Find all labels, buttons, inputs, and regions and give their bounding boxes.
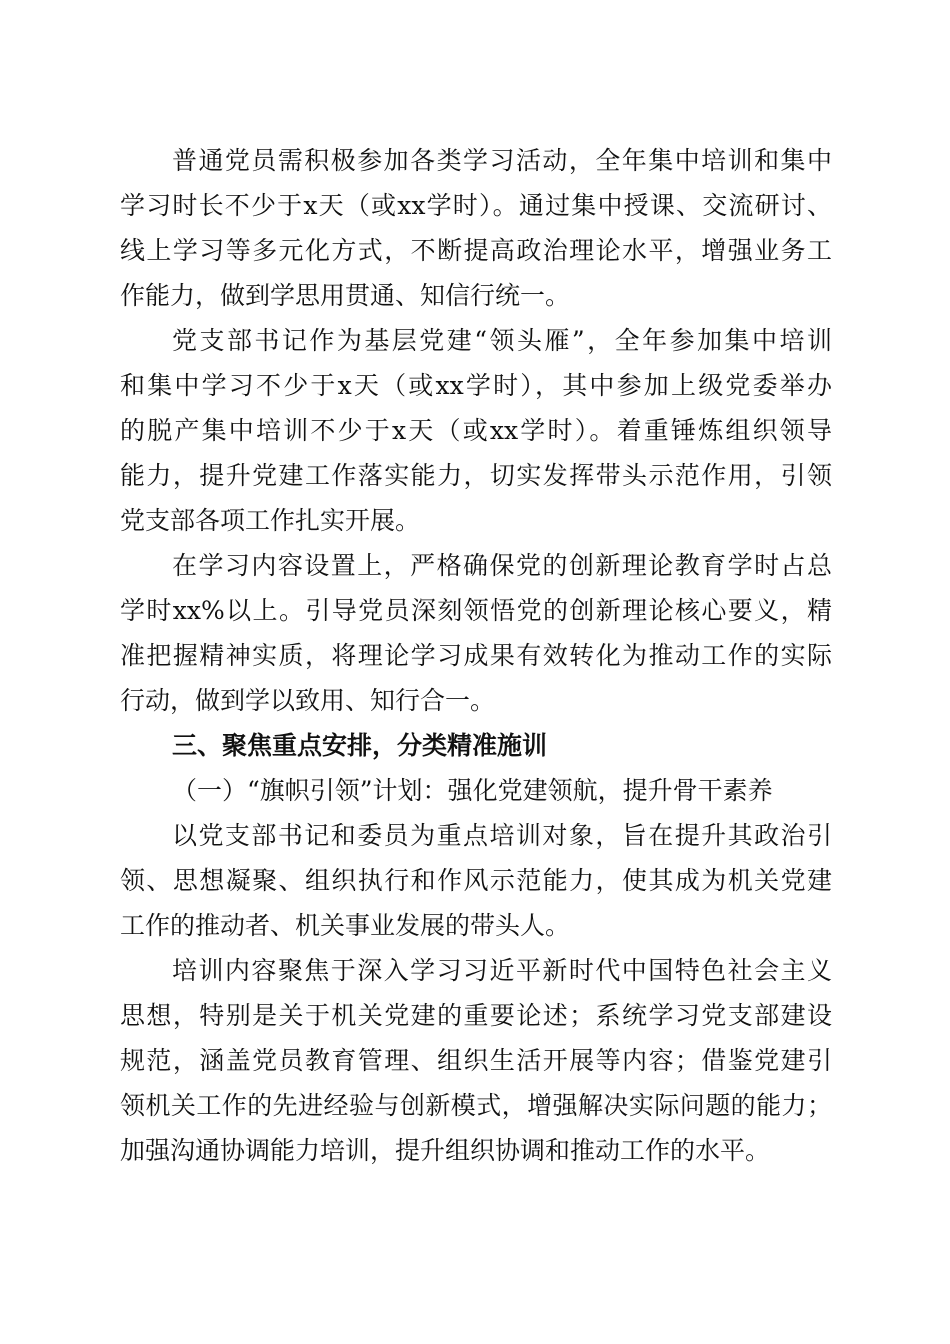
paragraph xyxy=(120,948,832,1173)
subsection-heading: （一）“旗帜引领”计划：强化党建领航，提升骨干素养 xyxy=(172,776,773,805)
text-line: 能力，提升党建工作落实能力，切实发挥带头示范作用，引领 xyxy=(120,461,832,490)
text-line: 行动，做到学以致用、知行合一。 xyxy=(120,686,496,715)
text-line: 领机关工作的先进经验与创新模式，增强解决实际问题的能力； xyxy=(120,1091,832,1120)
paragraph xyxy=(120,543,832,723)
text-line: 在学习内容设置上，严格确保党的创新理论教育学时占总 xyxy=(172,551,832,580)
text-line: 线上学习等多元化方式，不断提高政治理论水平，增强业务工 xyxy=(120,236,832,265)
text-line: 培训内容聚焦于深入学习习近平新时代中国特色社会主义 xyxy=(172,956,832,985)
text-line: 学习时长不少于x天（或xx学时）。通过集中授课、交流研讨、 xyxy=(120,191,832,220)
text-line: 规范，涵盖党员教育管理、组织生活开展等内容；借鉴党建引 xyxy=(120,1046,832,1075)
document-body xyxy=(120,138,832,1173)
text-line: 工作的推动者、机关事业发展的带头人。 xyxy=(120,911,571,940)
paragraph xyxy=(120,138,832,318)
text-line: 加强沟通协调能力培训，提升组织协调和推动工作的水平。 xyxy=(120,1136,771,1165)
text-line: 以党支部书记和委员为重点培训对象，旨在提升其政治引 xyxy=(172,821,832,850)
text-line: 作能力，做到学思用贯通、知信行统一。 xyxy=(120,281,571,310)
text-line: 党支部书记作为基层党建“领头雁”，全年参加集中培训 xyxy=(172,326,832,355)
paragraph xyxy=(120,318,832,543)
paragraph xyxy=(120,813,832,948)
text-line: 学时xx%以上。引导党员深刻领悟党的创新理论核心要义，精 xyxy=(120,596,832,625)
text-line: 普通党员需积极参加各类学习活动，全年集中培训和集中 xyxy=(172,146,832,175)
text-line: 和集中学习不少于x天（或xx学时），其中参加上级党委举办 xyxy=(120,371,832,400)
section-heading: 三、聚焦重点安排，分类精准施训 xyxy=(172,731,548,760)
text-line: 领、思想凝聚、组织执行和作风示范能力，使其成为机关党建 xyxy=(120,866,832,895)
text-line: 党支部各项工作扎实开展。 xyxy=(120,506,421,535)
text-line: 准把握精神实质，将理论学习成果有效转化为推动工作的实际 xyxy=(120,641,832,670)
text-line: 思想，特别是关于机关党建的重要论述；系统学习党支部建设 xyxy=(120,1001,832,1030)
text-line: 的脱产集中培训不少于x天（或xx学时）。着重锤炼组织领导 xyxy=(120,416,832,445)
